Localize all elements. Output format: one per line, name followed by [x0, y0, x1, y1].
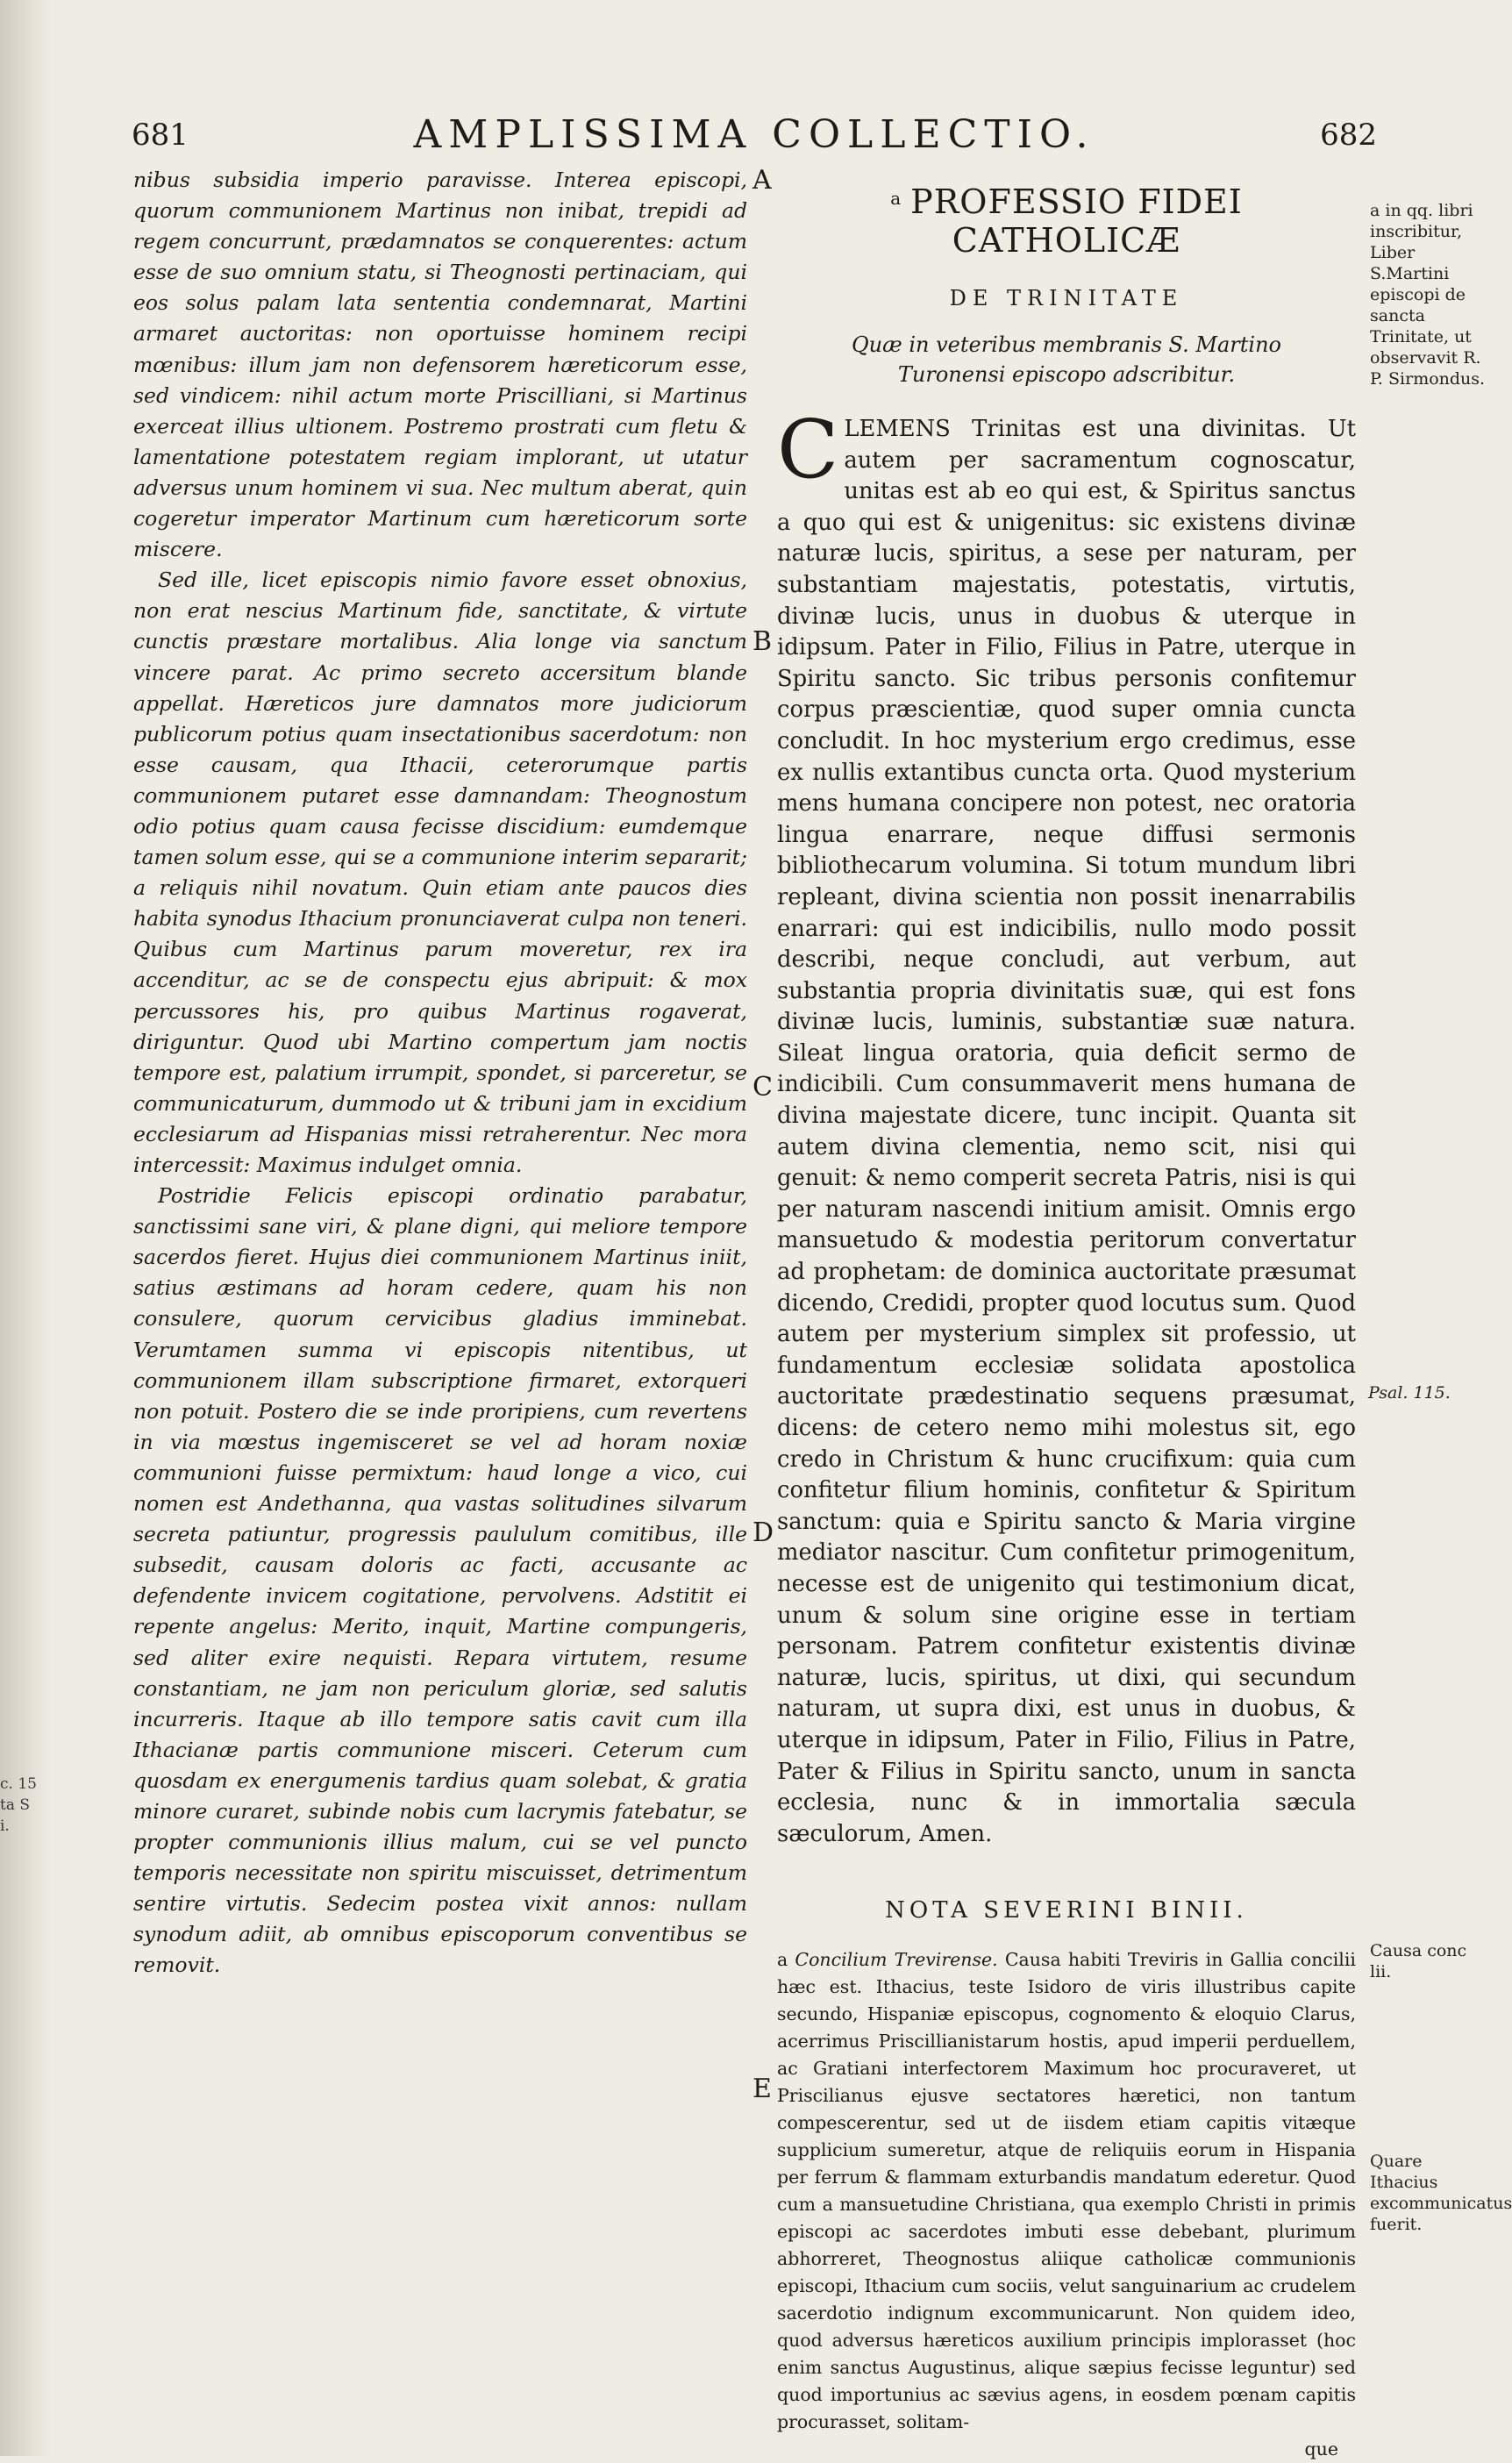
section-marker-b: B	[752, 626, 773, 657]
sidenote-quare: Quare Ithacius excommunicatus fuerit.	[1370, 2152, 1512, 2234]
left-paragraph-1: nibus subsidia imperio paravisse. Interea episcopi, quorum communionem Martinus non inibat, trepidi ad regem concurrunt, prædamnatos se conquerentes: actum esse de suo omnium statu, si Theognosti pertinaciam, qui eos solus palam lata sententia condemnarat, Martini armaret auctoritas: non oportuisse hominem recipi mœnibus: illum jam non defensorem hæreticorum esse, sed vindicem: nihil actum morte Priscilliani, si Martinus exerceat illius ultionem. Postremo prostrati cum fletu & lamentatione potestatem regiam implorant, ut utatur adversus unum hominem vi sua. Nec multum aberat, quin cogeretur imperator Martinum cum hæreticorum sorte miscere.	[133, 168, 747, 562]
profession-attribution: Quæ in veteribus membranis S. Martino Turonensi episcopo adscribitur.	[852, 332, 1281, 387]
sidenote-manuscript: a in qq. libri inscribitur, Liber S.Martini episcopi de sancta Trinitate, ut observavit R. P. Sirmondus.	[1370, 201, 1486, 389]
section-marker-e: E	[752, 2074, 772, 2104]
drop-cap: C	[777, 403, 839, 496]
profession-text	[777, 403, 1356, 1850]
page-header	[132, 112, 1377, 161]
profession-subtitle: DE TRINITATE	[949, 286, 1184, 311]
sidenote-psalm-ref: Psal. 115.	[1368, 1383, 1451, 1403]
catchword: que	[1304, 2438, 1338, 2460]
running-title: AMPLISSIMA COLLECTIO.	[413, 112, 1095, 157]
profession-body-text: LEMENS Trinitas est una divinitas. Ut autem per sacramentum cognoscatur, unitas est ab eo qui est, & Spiritus sanctus a quo qui est & unigenitus: sic existens divinæ naturæ lucis, spiritus, a sese per naturam, per substantiam majestatis, potestatis, virtutis, divinæ lucis, unus in duobus & uterque in idipsum. Pater in Filio, Filius in Patre, uterque in Spiritu sancto. Sic tribus personis confitemur corpus præscientiæ, quod super omnia cuncta concludit. In hoc mysterium ergo credimus, esse ex nullis extantibus cuncta orta. Quod mysterium mens humana concipere non potest, nec oratoria lingua enarrare, neque diffusi sermonis bibliothecarum volumina. Si totum mundum libri repleant, divina scientia non possit inenarrabilis enarrari: qui est indicibilis, nullo modo possit describi, neque concludi, aut verbum, aut substantia propria divinitatis suæ, qui est fons divinæ lucis, luminis, substantiæ suæ natura. Sileat lingua oratoria, quia deficit sermo de indicibili. Cum consummaverit mens humana de divina majestate dicere, tunc incipit. Quanta sit autem divina clementia, nemo scit, nisi qui genuit: & nemo comperit secreta Patris, nisi is qui per naturam nascendi initium amisit. Omnis ergo mansuetudo & modestia peritorum convertatur ad prophetam: de dominica auctoritate præsumat dicendo, Credidi, propter quod locutus sum. Quod autem per mysterium simplex sit professio, ut fundamentum ecclesiæ solidata apostolica auctoritate prædestinatio sequens præsumat, dicens: de cetero nemo mihi molestus sit, ego credo in Christum & hunc crucifixum: quia cum confitetur filium hominis, confitetur & Spiritum sanctum: quia e Spiritu sancto & Maria virgine mediator nascitur. Cum confitetur primogenitum, necesse est de unigenito qui testimonium dicat, unum & solum sine origine esse in tertiam personam. Patrem confitetur existentis divinæ naturæ, lucis, spiritus, ut dixi, qui secundum naturam, ut supra dixi, est unus in duobus, & uterque in idipsum, Pater in Filio, Filius in Patre, Pater & Filius in Spiritu sancto, unum in sancta ecclesia, nunc & in immortalia sæcula sæculorum, Amen.	[777, 416, 1356, 1847]
section-marker-c: C	[752, 1072, 773, 1103]
nota-text	[777, 1946, 1356, 2463]
left-column	[133, 165, 747, 1981]
nota-body-text: Causa habiti Treviris in Gallia concilii hæc est. Ithacius, teste Isidoro de viris illustribus capite secundo, Hispaniæ episcopus, cognomento & eloquio Clarus, acerrimus Priscillianistarum hostis, apud imperii perduellem, ac Gratiani interfectorem Maximum hoc procuraveret, ut Priscilianus ejusve sectatores hæretici, non tantum compescerentur, sed ut de iisdem etiam capitis vitæque supplicium sumeretur, atque de reliquiis eorum in Hispania per ferrum & flammam exturbandis mandatum ederetur. Quod cum a mansuetudine Christiana, qua exemplo Christi in primis episcopi ac sacerdotes imbuti esse debebant, plurimum abhorreret, Theognostus aliique catholicæ communionis episcopi, Ithacium cum sociis, velut sanguinarium ac crudelem sacerdotio indignum excommunicarunt. Non quidem ideo, quod adversus hæreticos auxilium principis implorasset (hoc enim sanctus Augustinus, alique sæpius fecisse leguntur) sed quod importunius ac sævius agens, in eosdem pœnam capitis procurasset, solitam-	[777, 1949, 1356, 2433]
nota-footnote-mark: a	[777, 1949, 788, 1971]
left-paragraph-3: Postridie Felicis episcopi ordinatio parabatur, sanctissimi sane viri, & plane digni, qui meliore tempore sacerdos fieret. Hujus diei communionem Martinus iniit, satius æstimans ad horam cedere, quam his non consulere, quorum cervicibus gladius imminebat. Verumtamen summa vi episcopis nitentibus, ut communionem illam subscriptione firmaret, extorqueri non potuit. Postero die se inde proripiens, cum revertens in via mœstus ingemisceret se vel ad horam noxiæ communioni fuisse permixtum: haud longe a vico, cui nomen est Andethanna, qua vastas solitudines silvarum secreta patiuntur, progressis paululum comitibus, ille subsedit, causam doloris ac facti, accusante ac defendente invicem cogitatione, pervolvens. Adstitit ei repente angelus: Merito, inquit, Martine compungeris, sed aliter exire nequisti. Repara virtutem, resume constantiam, ne jam non periculum gloriæ, sed salutis incurreris. Itaque ab illo tempore satis cavit cum illa Ithacianæ partis communione misceri. Ceterum cum quosdam ex energumenis tardius quam solebat, & gratia minore curaret, subinde nobis cum lacrymis fatebatur, se propter communionis illius malum, cui se vel puncto temporis necessitate non spiritu miscuisset, detrimentum sentire virtutis. Sedecim postea vixit annos: nullam synodum adiit, ab omnibus episcoporum conventibus se removit.	[133, 1183, 747, 1978]
page-number-left: 681	[132, 118, 189, 153]
right-column	[777, 182, 1356, 2463]
nota-lead: Concilium Trevirense.	[795, 1949, 998, 1971]
section-marker-d: D	[752, 1517, 774, 1548]
left-paragraph-2: Sed ille, licet episcopis nimio favore esset obnoxius, non erat nescius Martinum fide, sanctitate, & virtute cunctis præstare mortalibus. Alia longe via sanctum vincere parat. Ac primo secreto accersitum blande appellat. Hæreticos jure damnatos more judiciorum publicorum potius quam insectationibus sacerdotum: non esse causam, qua Ithacii, ceterorumque partis communionem putaret esse damnandam: Theognostum odio potius quam causa fecisse discidium: eumdemque tamen solum esse, qui se a communione interim separarit; a reliquis nihil novatum. Quin etiam ante paucos dies habita synodus Ithacium pronunciaverat culpa non teneri. Quibus cum Martinus parum moveretur, rex ira accenditur, ac se de conspectu ejus abripuit: & mox percussores his, pro quibus Martinus rogaverat, diriguntur. Quod ubi Martino compertum jam noctis tempore est, palatium irrumpit, spondet, si parceretur, se communicaturum, dummodo ut & tribuni jam in excidium ecclesiarum ad Hispanias missi retraherentur. Nec mora intercessit: Maximus indulget omnia.	[133, 568, 747, 1177]
sidenote-causa: Causa conc lii.	[1370, 1941, 1467, 1981]
profession-title-text: PROFESSIO FIDEI CATHOLICÆ	[910, 182, 1243, 260]
page-number-right: 682	[1320, 118, 1377, 153]
section-marker-a: A	[752, 165, 772, 196]
gutter-marginal-text: c. 15 ta S i.	[0, 1775, 37, 1835]
profession-title	[777, 182, 1356, 260]
footnote-mark: a	[890, 188, 902, 209]
nota-heading: NOTA SEVERINI BINII.	[885, 1897, 1248, 1924]
binding-gutter	[0, 0, 53, 2456]
